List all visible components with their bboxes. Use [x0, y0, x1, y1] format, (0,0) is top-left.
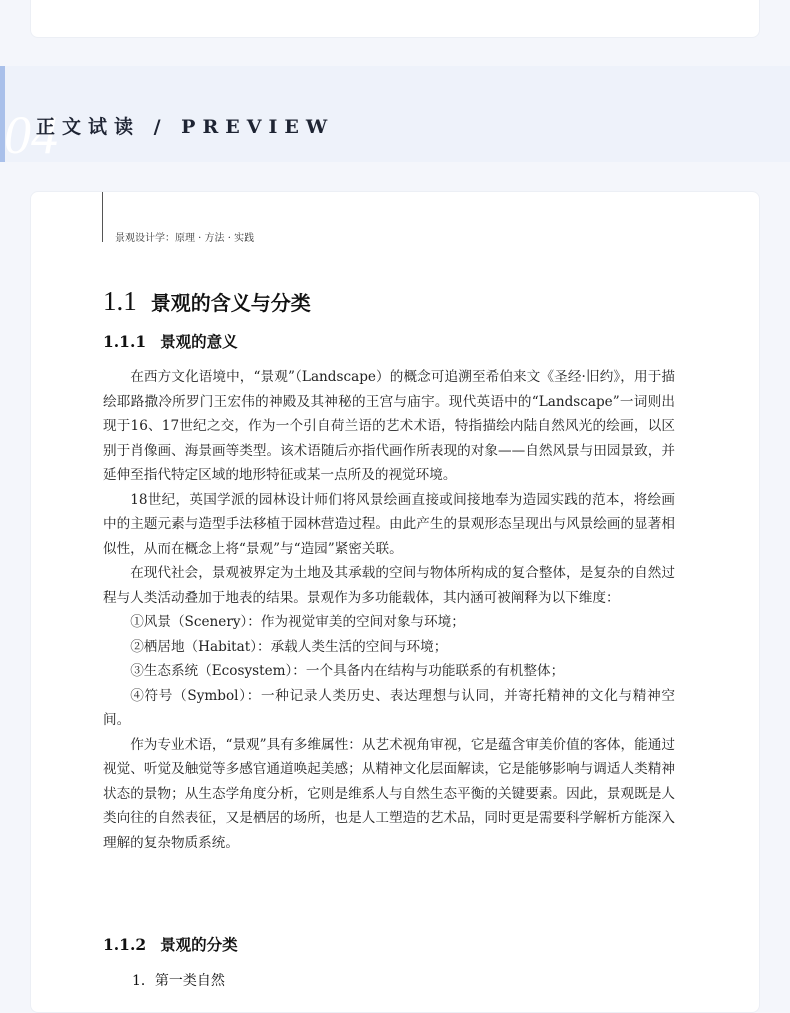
- subsection-number: 1.1.1: [103, 332, 147, 351]
- category-heading: 1．第一类自然: [132, 973, 225, 989]
- subsection-title: 景观的分类: [160, 935, 238, 954]
- list-item: ④符号（Symbol）：一种记录人类历史、表达理想与认同，并寄托精神的文化与精神空间。: [103, 687, 675, 728]
- subsection-heading-1: [103, 330, 238, 352]
- list-item: ③生态系统（Ecosystem）：一个具备内在结构与功能联系的有机整体；: [130, 663, 565, 679]
- running-header: 景观设计学：原理 · 方法 · 实践: [115, 233, 255, 244]
- subsection-heading-2: [103, 933, 238, 955]
- body-text: [103, 365, 675, 855]
- banner-title: 正文试读 / PREVIEW: [36, 116, 335, 138]
- banner-number: 04: [4, 105, 58, 165]
- previous-card: [30, 0, 760, 38]
- header-rule: [102, 192, 103, 242]
- section-title: 景观的含义与分类: [150, 291, 311, 315]
- list-item: ①风景（Scenery）：作为视觉审美的空间对象与环境；: [130, 614, 465, 630]
- subsection-number: 1.1.2: [103, 935, 147, 954]
- list-item: ②栖居地（Habitat）：承载人类生活的空间与环境；: [130, 638, 448, 655]
- section-number: 1.1: [103, 286, 137, 316]
- paragraph: 18世纪，英国学派的园林设计师们将风景绘画直接或间接地奉为造园实践的范本，将绘画中的主题元素与造型手法移植于园林营造过程。由此产生的景观形态呈现出与风景绘画的显著相似性，从而在概念上将“景观”与“造园”紧密关联。: [103, 491, 675, 557]
- section-heading: [103, 286, 311, 317]
- subsection-title: 景观的意义: [160, 332, 238, 351]
- paragraph: 在西方文化语境中，“景观”（Landscape）的概念可追溯至希伯来文《圣经·旧约》，用于描绘耶路撒冷所罗门王宏伟的神殿及其神秘的王宫与庙宇。现代英语中的“Landscape”一词则出现于16、17世纪之交，作为一个引自荷兰语的艺术术语，特指描绘内陆自然风光的绘画，以区别于肖像画、海景画等类型。该术语随后亦指代画作所表现的对象——自然风景与田园景致，并延伸至指代特定区域的地形特征或某一点所及的视觉环境。: [103, 369, 675, 483]
- preview-page: [30, 191, 760, 1013]
- paragraph: 在现代社会，景观被界定为土地及其承载的空间与物体所构成的复合整体，是复杂的自然过程与人类活动叠加于地表的结果。景观作为多功能载体，其内涵可被阐释为以下维度：: [103, 565, 675, 606]
- paragraph: 作为专业术语，“景观”具有多维属性：从艺术视角审视，它是蕴含审美价值的客体，能通过视觉、听觉及触觉等多感官通道唤起美感；从精神文化层面解读，它是能够影响与调适人类精神状态的景物；从生态学角度分析，它则是维系人与自然生态平衡的关键要素。因此，景观既是人类向往的自然表征，又是栖居的场所，也是人工塑造的艺术品，同时更是需要科学解析方能深入理解的复杂物质系统。: [103, 736, 675, 851]
- preview-banner: [0, 66, 790, 165]
